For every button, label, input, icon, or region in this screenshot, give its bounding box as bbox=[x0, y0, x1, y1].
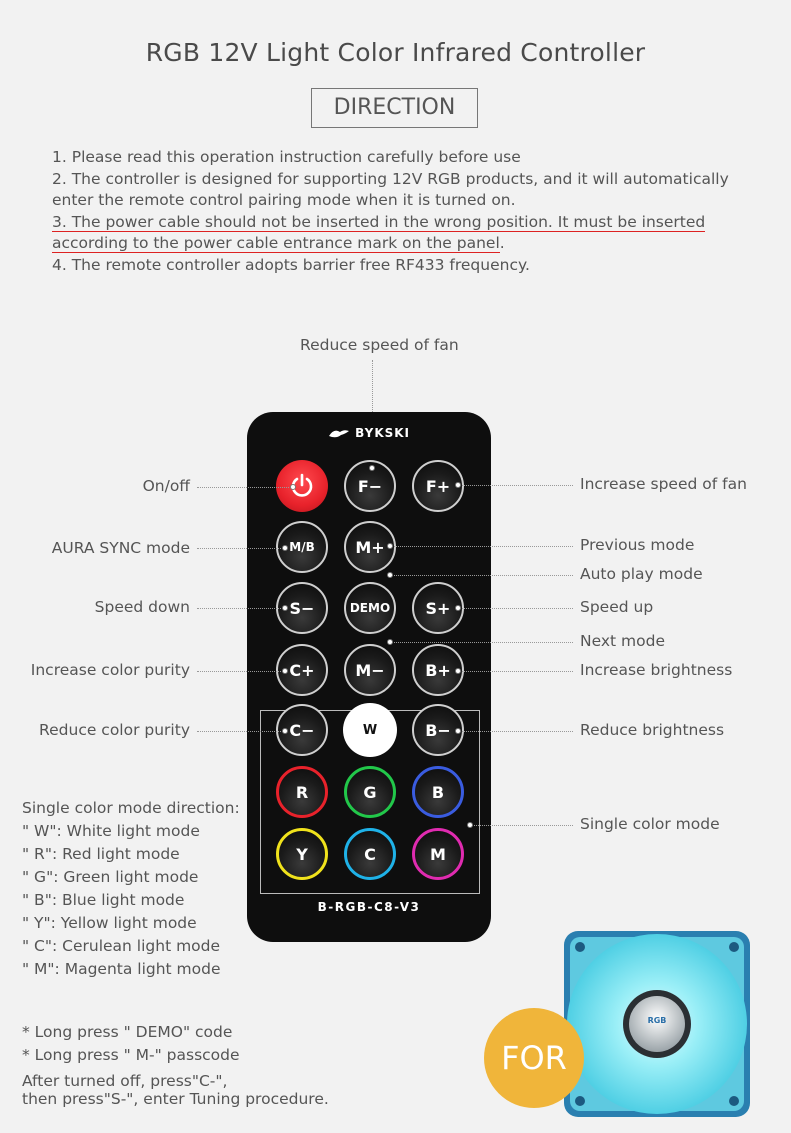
single-color-item: " R": Red light mode bbox=[22, 845, 180, 863]
single-color-item: " Y": Yellow light mode bbox=[22, 914, 197, 932]
label-aura-sync: AURA SYNC mode bbox=[51, 539, 190, 557]
guide-line bbox=[390, 642, 573, 643]
single-color-direction bbox=[22, 797, 240, 981]
note-item: * Long press " M-" passcode bbox=[22, 1046, 240, 1064]
instruction-1: 1. Please read this operation instruction carefully before use bbox=[52, 148, 521, 166]
white-button[interactable]: W bbox=[343, 703, 397, 757]
single-color-item: " W": White light mode bbox=[22, 822, 200, 840]
label-auto-play: Auto play mode bbox=[580, 565, 703, 583]
label-reduce-brightness: Reduce brightness bbox=[580, 721, 725, 739]
single-color-heading: Single color mode direction: bbox=[22, 799, 240, 817]
guide-line bbox=[458, 731, 573, 732]
single-color-item: " M": Magenta light mode bbox=[22, 960, 221, 978]
cerulean-button[interactable]: C bbox=[344, 828, 396, 880]
pointer-dot bbox=[290, 484, 296, 490]
next-mode-button[interactable]: M− bbox=[344, 644, 396, 696]
pointer-dot bbox=[282, 668, 288, 674]
pointer-dot bbox=[467, 822, 473, 828]
speed-up-button[interactable]: S+ bbox=[412, 582, 464, 634]
pointer-dot bbox=[455, 728, 461, 734]
instruction-2a: 2. The controller is designed for supporting 12V RGB products, and it will automatically bbox=[52, 169, 729, 188]
aura-sync-button[interactable]: M/B bbox=[276, 521, 328, 573]
note-item: * Long press " DEMO" code bbox=[22, 1023, 233, 1041]
instructions bbox=[52, 147, 752, 276]
label-reduce-speed-fan: Reduce speed of fan bbox=[300, 336, 459, 354]
direction-heading: DIRECTION bbox=[311, 88, 478, 128]
guide-line bbox=[458, 671, 573, 672]
power-button[interactable] bbox=[276, 460, 328, 512]
instruction-3-end: . bbox=[499, 234, 505, 252]
fan-hub-label: RGB bbox=[647, 1016, 667, 1025]
yellow-button[interactable]: Y bbox=[276, 828, 328, 880]
label-speed-down: Speed down bbox=[94, 598, 190, 616]
notes bbox=[22, 1021, 329, 1108]
rgb-fan-image bbox=[560, 927, 754, 1121]
speed-down-button[interactable]: S− bbox=[276, 582, 328, 634]
label-increase-speed-fan: Increase speed of fan bbox=[580, 475, 747, 493]
label-reduce-color-purity: Reduce color purity bbox=[39, 721, 190, 739]
pointer-dot bbox=[455, 668, 461, 674]
pointer-dot bbox=[282, 605, 288, 611]
label-speed-up: Speed up bbox=[580, 598, 654, 616]
for-badge: FOR bbox=[484, 1008, 584, 1108]
guide-line bbox=[390, 575, 573, 576]
pointer-dot bbox=[387, 543, 393, 549]
guide-line bbox=[197, 548, 285, 549]
guide-line bbox=[197, 731, 285, 732]
label-previous-mode: Previous mode bbox=[580, 536, 695, 554]
page-title: RGB 12V Light Color Infrared Controller bbox=[145, 38, 646, 67]
guide-line bbox=[470, 825, 573, 826]
red-button[interactable]: R bbox=[276, 766, 328, 818]
label-on-off: On/off bbox=[142, 477, 190, 495]
pointer-dot bbox=[455, 482, 461, 488]
label-increase-color-purity: Increase color purity bbox=[30, 661, 190, 679]
fan-speed-up-button[interactable]: F+ bbox=[412, 460, 464, 512]
pointer-dot bbox=[455, 605, 461, 611]
pointer-dot bbox=[282, 545, 288, 551]
brand-text: BYKSKI bbox=[355, 426, 411, 440]
magenta-button[interactable]: M bbox=[412, 828, 464, 880]
single-color-item: " B": Blue light mode bbox=[22, 891, 185, 909]
guide-line bbox=[197, 487, 293, 488]
demo-button[interactable]: DEMO bbox=[344, 582, 396, 634]
note-item: then press"S-", enter Tuning procedure. bbox=[22, 1090, 329, 1108]
guide-line bbox=[390, 546, 573, 547]
instruction-3a: 3. The power cable should not be inserted in the wrong position. It must be inserted bbox=[52, 212, 706, 231]
brightness-up-button[interactable]: B+ bbox=[412, 644, 464, 696]
remote-brand-logo bbox=[247, 426, 491, 440]
guide-line bbox=[197, 608, 285, 609]
pointer-dot bbox=[282, 728, 288, 734]
model-number: B-RGB-C8-V3 bbox=[317, 900, 421, 914]
single-color-item: " G": Green light mode bbox=[22, 868, 199, 886]
guide-line bbox=[458, 485, 573, 486]
instruction-2b: enter the remote control pairing mode when it is turned on. bbox=[52, 191, 516, 209]
label-single-color-mode: Single color mode bbox=[580, 815, 720, 833]
instruction-3b: according to the power cable entrance mark on the panel bbox=[52, 234, 500, 252]
brightness-down-button[interactable]: B− bbox=[412, 704, 464, 756]
label-increase-brightness: Increase brightness bbox=[580, 661, 733, 679]
color-purity-up-button[interactable]: C+ bbox=[276, 644, 328, 696]
blue-button[interactable]: B bbox=[412, 766, 464, 818]
previous-mode-button[interactable]: M+ bbox=[344, 521, 396, 573]
pointer-dot bbox=[369, 465, 375, 471]
pointer-dot bbox=[387, 639, 393, 645]
green-button[interactable]: G bbox=[344, 766, 396, 818]
pointer-dot bbox=[387, 572, 393, 578]
label-next-mode: Next mode bbox=[580, 632, 665, 650]
single-color-item: " C": Cerulean light mode bbox=[22, 937, 221, 955]
guide-line bbox=[458, 608, 573, 609]
guide-line bbox=[197, 671, 285, 672]
note-item: After turned off, press"C-", bbox=[22, 1072, 228, 1090]
color-purity-down-button[interactable]: C− bbox=[276, 704, 328, 756]
fan-speed-down-button[interactable]: F− bbox=[344, 460, 396, 512]
instruction-4: 4. The remote controller adopts barrier free RF433 frequency. bbox=[52, 255, 530, 274]
dragon-icon bbox=[328, 428, 350, 440]
